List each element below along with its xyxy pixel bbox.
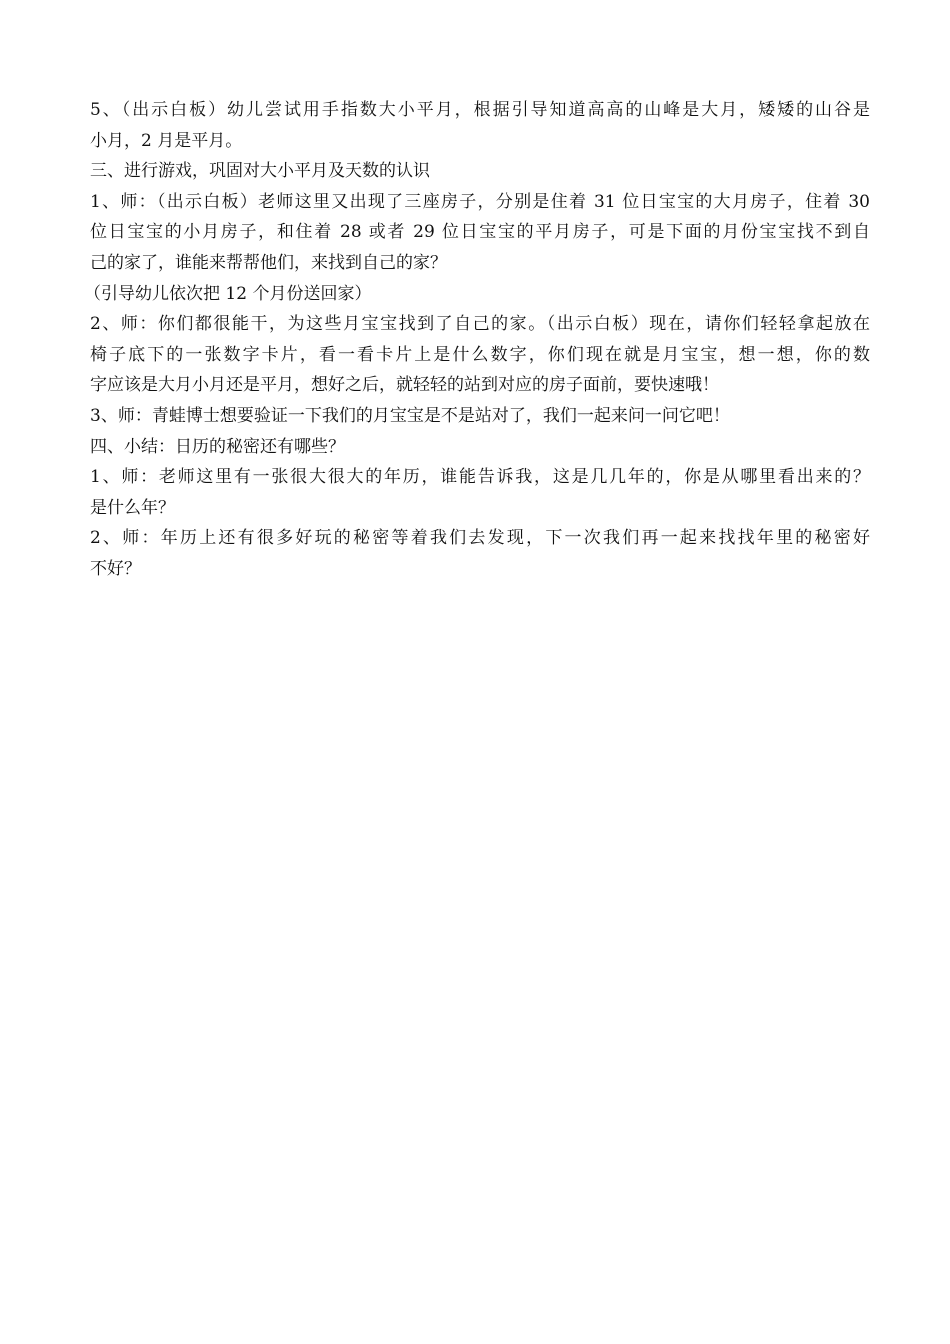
text-line-8: 2、师：你们都很能干，为这些月宝宝找到了自己的家。（出示白板）现在，请你们轻轻拿起放在 — [90, 314, 870, 335]
text-line-5: 位日宝宝的小月房子，和住着 28 或者 29 位日宝宝的平月房子，可是下面的月份宝宝找不到自 — [90, 222, 870, 243]
text-line-10: 字应该是大月小月还是平月，想好之后，就轻轻的站到对应的房子面前，要快速哦！ — [90, 375, 719, 396]
text-line-6: 己的家了，谁能来帮帮他们，来找到自己的家？ — [90, 252, 447, 273]
text-line-4: 1、师：（出示白板）老师这里又出现了三座房子，分别是住着 31 位日宝宝的大月房子，住着 30 — [90, 191, 870, 212]
document-body — [84, 95, 870, 585]
section-heading-3: 三、进行游戏，巩固对大小平月及天数的认识 — [90, 161, 430, 182]
text-line-16: 不好？ — [90, 558, 141, 579]
text-line-7: （引导幼儿依次把 12 个月份送回家） — [84, 283, 372, 304]
text-line-13: 1、师：老师这里有一张很大很大的年历，谁能告诉我，这是几几年的，你是从哪里看出来的？ — [90, 467, 870, 488]
text-line-9: 椅子底下的一张数字卡片，看一看卡片上是什么数字，你们现在就是月宝宝，想一想，你的数 — [90, 344, 870, 365]
text-line-2: 小月，2 月是平月。 — [90, 130, 243, 151]
text-line-14: 是什么年？ — [90, 497, 175, 518]
section-heading-12: 四、小结：日历的秘密还有哪些？ — [90, 436, 345, 457]
text-line-1: 5、（出示白板）幼儿尝试用手指数大小平月，根据引导知道高高的山峰是大月，矮矮的山谷是 — [90, 100, 870, 120]
text-line-15: 2、师：年历上还有很多好玩的秘密等着我们去发现，下一次我们再一起来找找年里的秘密好 — [90, 528, 870, 549]
text-line-11: 3、师：青蛙博士想要验证一下我们的月宝宝是不是站对了，我们一起来问一问它吧！ — [90, 405, 730, 426]
